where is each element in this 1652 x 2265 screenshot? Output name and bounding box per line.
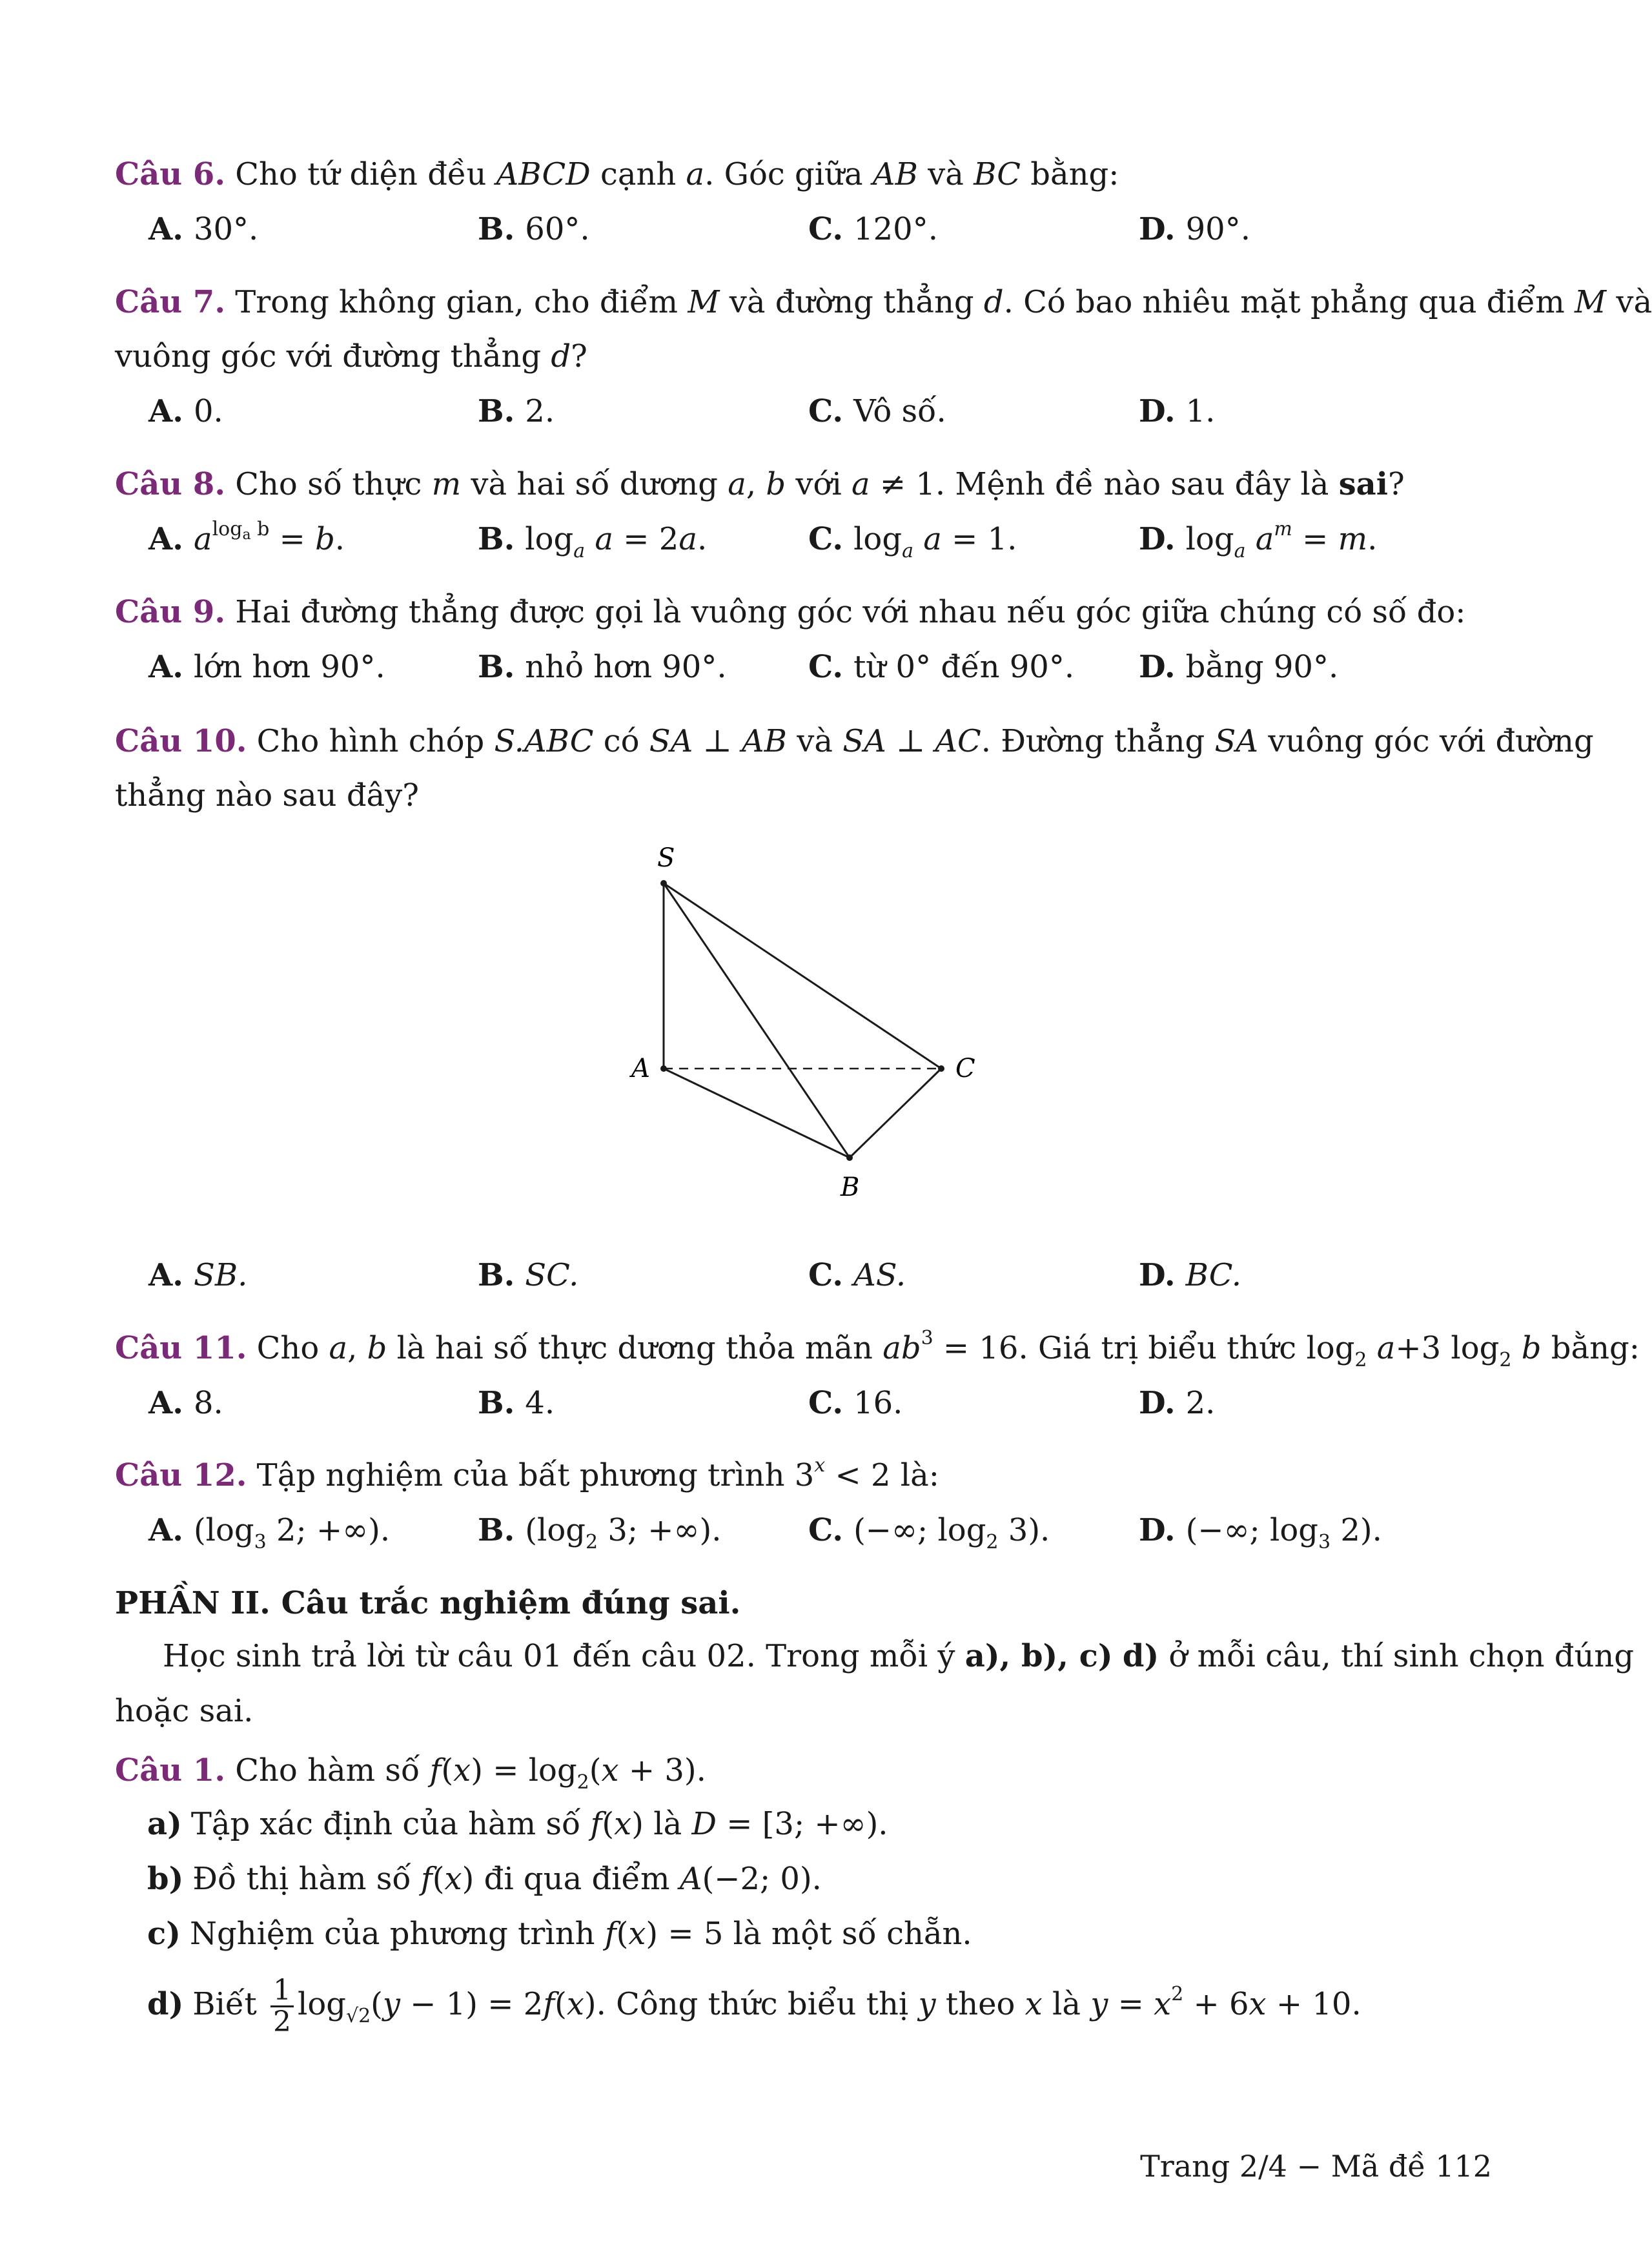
q12-option-b[interactable]: B. ($\log_2$ 3; +∞).	[478, 1512, 722, 1553]
question-11: Câu 11. Cho a, b là hai số thực dương thỏa mãn $ab^3 = 16$. Giá trị biểu thức $\log_2 a+3$ $\log_2 b$ bằng:	[115, 1327, 1640, 1371]
page-footer: Trang 2/4 − Mã đề 112	[1140, 2149, 1492, 2184]
question-7-cont: vuông góc với đường thẳng d?	[115, 338, 587, 374]
section-title: PHẦN II. Câu trắc nghiệm đúng sai.	[115, 1585, 741, 1621]
q7-option-c[interactable]: C. Vô số.	[808, 393, 946, 429]
question-label: Câu 10.	[115, 723, 247, 759]
edge-bc	[850, 1069, 941, 1158]
q7-option-b[interactable]: B. 2.	[478, 393, 555, 429]
section-intro-cont: hoặc sai.	[115, 1693, 254, 1729]
edge-sc	[664, 883, 941, 1069]
q6-option-a[interactable]: A. 30°.	[148, 211, 259, 247]
label-b: B	[841, 1173, 860, 1202]
edge-sb	[664, 883, 850, 1158]
q8-option-c[interactable]: C. $\log_a a = 1$.	[808, 521, 1017, 562]
point-c	[938, 1065, 944, 1072]
question-label: Câu 12.	[115, 1457, 247, 1493]
q9-option-b[interactable]: B. nhỏ hơn 90°.	[478, 649, 727, 685]
q9-option-a[interactable]: A. lớn hơn 90°.	[148, 649, 385, 685]
part2-question-1: Câu 1. Cho hàm số $f(x) = \log_2(x + 3)$.	[115, 1752, 706, 1794]
question-7: Câu 7. Trong không gian, cho điểm M và đường thẳng d. Có bao nhiêu mặt phẳng qua điểm M và	[115, 284, 1652, 320]
q8-option-a[interactable]: A. $a^{log_a b} = b$.	[148, 518, 345, 557]
question-label: Câu 6.	[115, 156, 226, 192]
section-intro: Học sinh trả lời từ câu 01 đến câu 02. Trong mỗi ý a), b), c) d) ở mỗi câu, thí sinh chọn đúng	[163, 1638, 1635, 1674]
q11-option-c[interactable]: C. 16.	[808, 1385, 903, 1421]
question-label: Câu 1.	[115, 1752, 226, 1788]
fraction-half: $\frac{1}{2}$	[270, 1976, 294, 2037]
label-s: S	[657, 843, 675, 873]
q6-option-c[interactable]: C. 120°.	[808, 211, 938, 247]
q7-option-d[interactable]: D. 1.	[1139, 393, 1216, 429]
label-c: C	[955, 1054, 975, 1083]
q9-option-d[interactable]: D. bằng 90°.	[1139, 649, 1339, 685]
point-b	[846, 1154, 853, 1161]
q6-option-d[interactable]: D. 90°.	[1139, 211, 1250, 247]
question-8: Câu 8. Cho số thực m và hai số dương a, b với a ≠ 1. Mệnh đề nào sau đây là sai?	[115, 466, 1405, 502]
statement-b[interactable]: b) Đồ thị hàm số f(x) đi qua điểm A(−2; 0).	[147, 1861, 822, 1897]
edge-ab	[664, 1069, 850, 1158]
q8-option-d[interactable]: D. $\log_a a^m = m$.	[1139, 518, 1378, 562]
point-a	[660, 1065, 667, 1072]
question-label: Câu 8.	[115, 466, 226, 502]
q10-option-b[interactable]: B. SC.	[478, 1257, 579, 1293]
q12-option-c[interactable]: C. (−∞; $\log_2 3$).	[808, 1512, 1050, 1553]
pyramid-figure	[607, 833, 1020, 1220]
q12-option-d[interactable]: D. (−∞; $\log_3 2$).	[1139, 1512, 1382, 1553]
q10-option-c[interactable]: C. AS.	[808, 1257, 906, 1293]
q10-option-d[interactable]: D. BC.	[1139, 1257, 1242, 1293]
q11-option-b[interactable]: B. 4.	[478, 1385, 555, 1421]
question-label: Câu 9.	[115, 594, 226, 630]
q7-option-a[interactable]: A. 0.	[148, 393, 223, 429]
statement-c[interactable]: c) Nghiệm của phương trình f(x) = 5 là một số chẵn.	[147, 1916, 972, 1952]
question-6: Câu 6. Cho tứ diện đều ABCD cạnh a. Góc giữa AB và BC bằng:	[115, 156, 1119, 192]
q11-option-a[interactable]: A. 8.	[148, 1385, 223, 1421]
q11-option-d[interactable]: D. 2.	[1139, 1385, 1216, 1421]
question-label: Câu 11.	[115, 1330, 247, 1366]
question-label: Câu 7.	[115, 284, 226, 320]
q6-option-b[interactable]: B. 60°.	[478, 211, 590, 247]
question-10-cont: thẳng nào sau đây?	[115, 777, 420, 814]
question-12: Câu 12. Tập nghiệm của bất phương trình $3^x < 2$ là:	[115, 1454, 939, 1493]
q12-option-a[interactable]: A. ($\log_3$ 2; +∞).	[148, 1512, 391, 1553]
statement-a[interactable]: a) Tập xác định của hàm số f(x) là D = [3; +∞).	[147, 1806, 888, 1842]
question-10: Câu 10. Cho hình chóp S.ABC có SA ⊥ AB và SA ⊥ AC. Đường thẳng SA vuông góc với đường	[115, 723, 1594, 759]
statement-d[interactable]: d) Biết $\frac{1}{2}$ $\log_{√2}(y - 1) = 2f(x)$. Công thức biểu thị y theo x là $y = x^2 + 6x + 10$.	[147, 1974, 1361, 2038]
q8-option-b[interactable]: B. $\log_a a = 2a$.	[478, 521, 708, 562]
label-a: A	[631, 1054, 650, 1083]
point-s	[660, 880, 667, 887]
question-9: Câu 9. Hai đường thẳng được gọi là vuông góc với nhau nếu góc giữa chúng có số đo:	[115, 594, 1466, 630]
q10-option-a[interactable]: A. SB.	[148, 1257, 248, 1293]
q9-option-c[interactable]: C. từ 0° đến 90°.	[808, 649, 1075, 685]
